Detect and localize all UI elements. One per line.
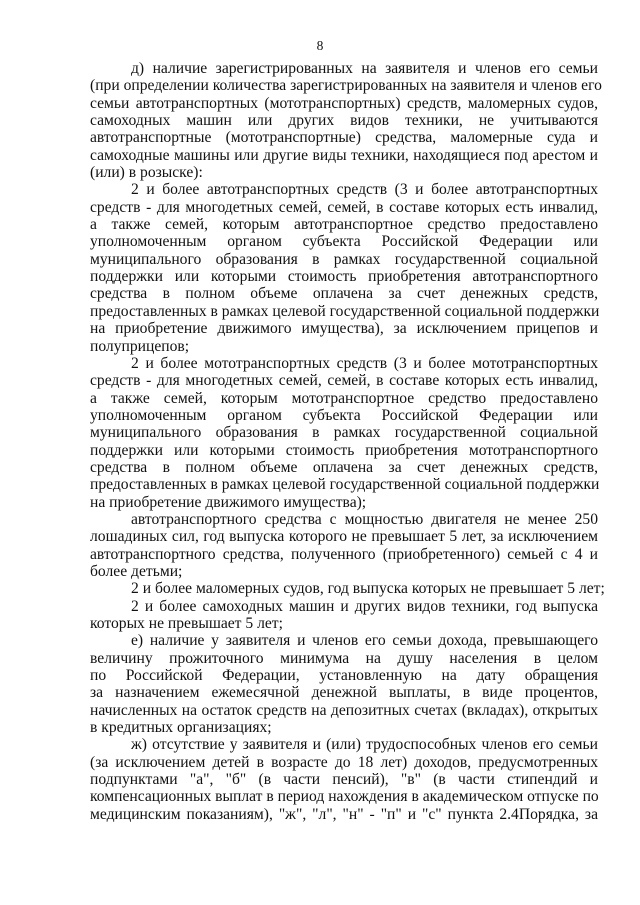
text-line: автотранспортного средства с мощностью двигателя не менее 250	[131, 510, 598, 528]
text-line: предоставленных в рамках целевой государственной социальной поддержки	[90, 302, 600, 320]
text-line: на приобретение движимого имущества);	[90, 493, 367, 511]
text-line: медицинским показаниям), "ж", "л", "н" - "п" и "с" пункта 2.4Порядка, за	[90, 805, 598, 823]
text-line: уполномоченным органом субъекта Российской Федерации или	[90, 233, 598, 251]
text-line: поддержки или которыми стоимость приобретения мототранспортного	[90, 441, 598, 459]
text-line: (или) в розыске):	[90, 164, 203, 182]
text-line: средств - для многодетных семей, семей, в составе которых есть инвалид,	[90, 372, 598, 390]
text-line: поддержки или которыми стоимость приобретения автотранспортного	[90, 268, 598, 286]
text-line: подпунктами "а", "б" (в части пенсий), "в" (в части стипендий и	[90, 771, 598, 789]
text-line: компенсационных выплат в период нахождения в академическом отпуске по	[90, 788, 599, 806]
text-line: самоходные машины или другие виды техники, находящиеся под арестом и	[90, 146, 598, 164]
text-line: начисленных на остаток средств на депозитных счетах (вкладах), открытых	[90, 701, 598, 719]
text-line: более детьми;	[90, 562, 183, 580]
text-line: по Российской Федерации, установленную на дату обращения	[90, 667, 598, 685]
text-line: лошадиных сил, год выпуска которого не превышает 5 лет, за исключением	[90, 528, 598, 546]
text-line: муниципального образования в рамках государственной социальной	[90, 250, 598, 268]
text-line: 2 и более автотранспортных средств (3 и более автотранспортных	[131, 181, 598, 199]
text-line: которых не превышает 5 лет;	[90, 615, 283, 632]
paragraph-deposit-income	[90, 632, 598, 736]
text-line: д) наличие зарегистрированных на заявителя и членов его семьи	[131, 60, 598, 77]
text-line: е) наличие у заявителя и членов его семьи дохода, превышающего	[131, 632, 598, 650]
text-line: полуприцепов;	[90, 337, 190, 355]
text-line: 2 и более самоходных машин и других видов техники, год выпуска	[131, 597, 598, 615]
text-line: а также семей, которым автотранспортное средство предоставлено	[90, 216, 598, 234]
paragraph-small-boats	[90, 580, 605, 598]
paragraph-self-propelled	[90, 598, 598, 633]
text-line: ж) отсутствие у заявителя и (или) трудоспособных членов его семьи	[131, 736, 598, 754]
paragraph-vehicles-intro	[90, 60, 602, 182]
text-line: автотранспортного средства, полученного (приобретенного) семьей с 4 и	[90, 545, 598, 563]
text-line: 2 и более маломерных судов, год выпуска которых не превышает 5 лет;	[131, 580, 605, 598]
text-line: семьи автотранспортных (мототранспортных) средств, маломерных судов,	[90, 94, 598, 112]
paragraph-powerful-car	[90, 511, 598, 580]
text-line: а также семей, которым мототранспортное средство предоставлено	[90, 389, 598, 407]
text-line: муниципального образования в рамках государственной социальной	[90, 424, 598, 442]
text-line: уполномоченным органом субъекта Российской Федерации или	[90, 406, 598, 424]
text-line: на приобретение движимого имущества), за исключением прицепов и	[90, 320, 598, 338]
text-line: величину прожиточного минимума на душу населения в целом	[90, 649, 598, 667]
text-line: за назначением ежемесячной денежной выплаты, в виде процентов,	[90, 684, 598, 702]
text-line: (при определении количества зарегистрированных на заявителя и членов его	[90, 77, 602, 95]
text-line: в кредитных организациях;	[90, 719, 272, 737]
text-line: (за исключением детей в возрасте до 18 лет) доходов, предусмотренных	[90, 753, 598, 771]
text-line: средств - для многодетных семей, семей, в составе которых есть инвалид,	[90, 198, 598, 216]
text-line: автотранспортные (мототранспортные) средства, маломерные суда и	[90, 129, 598, 147]
paragraph-cars	[90, 181, 598, 354]
text-line: самоходных машин или других видов техники, не учитываются	[90, 112, 598, 130]
text-line: средства в полном объеме оплачена за счет денежных средств,	[90, 285, 598, 303]
page-number: 8	[316, 38, 324, 53]
text-line: предоставленных в рамках целевой государственной социальной поддержки	[90, 476, 600, 494]
text-line: 2 и более мототранспортных средств (3 и более мототранспортных	[131, 354, 598, 372]
paragraph-no-income	[90, 736, 598, 823]
document-body	[90, 60, 605, 823]
text-line: средства в полном объеме оплачена за счет денежных средств,	[90, 458, 598, 476]
paragraph-motorcycles	[90, 355, 598, 511]
